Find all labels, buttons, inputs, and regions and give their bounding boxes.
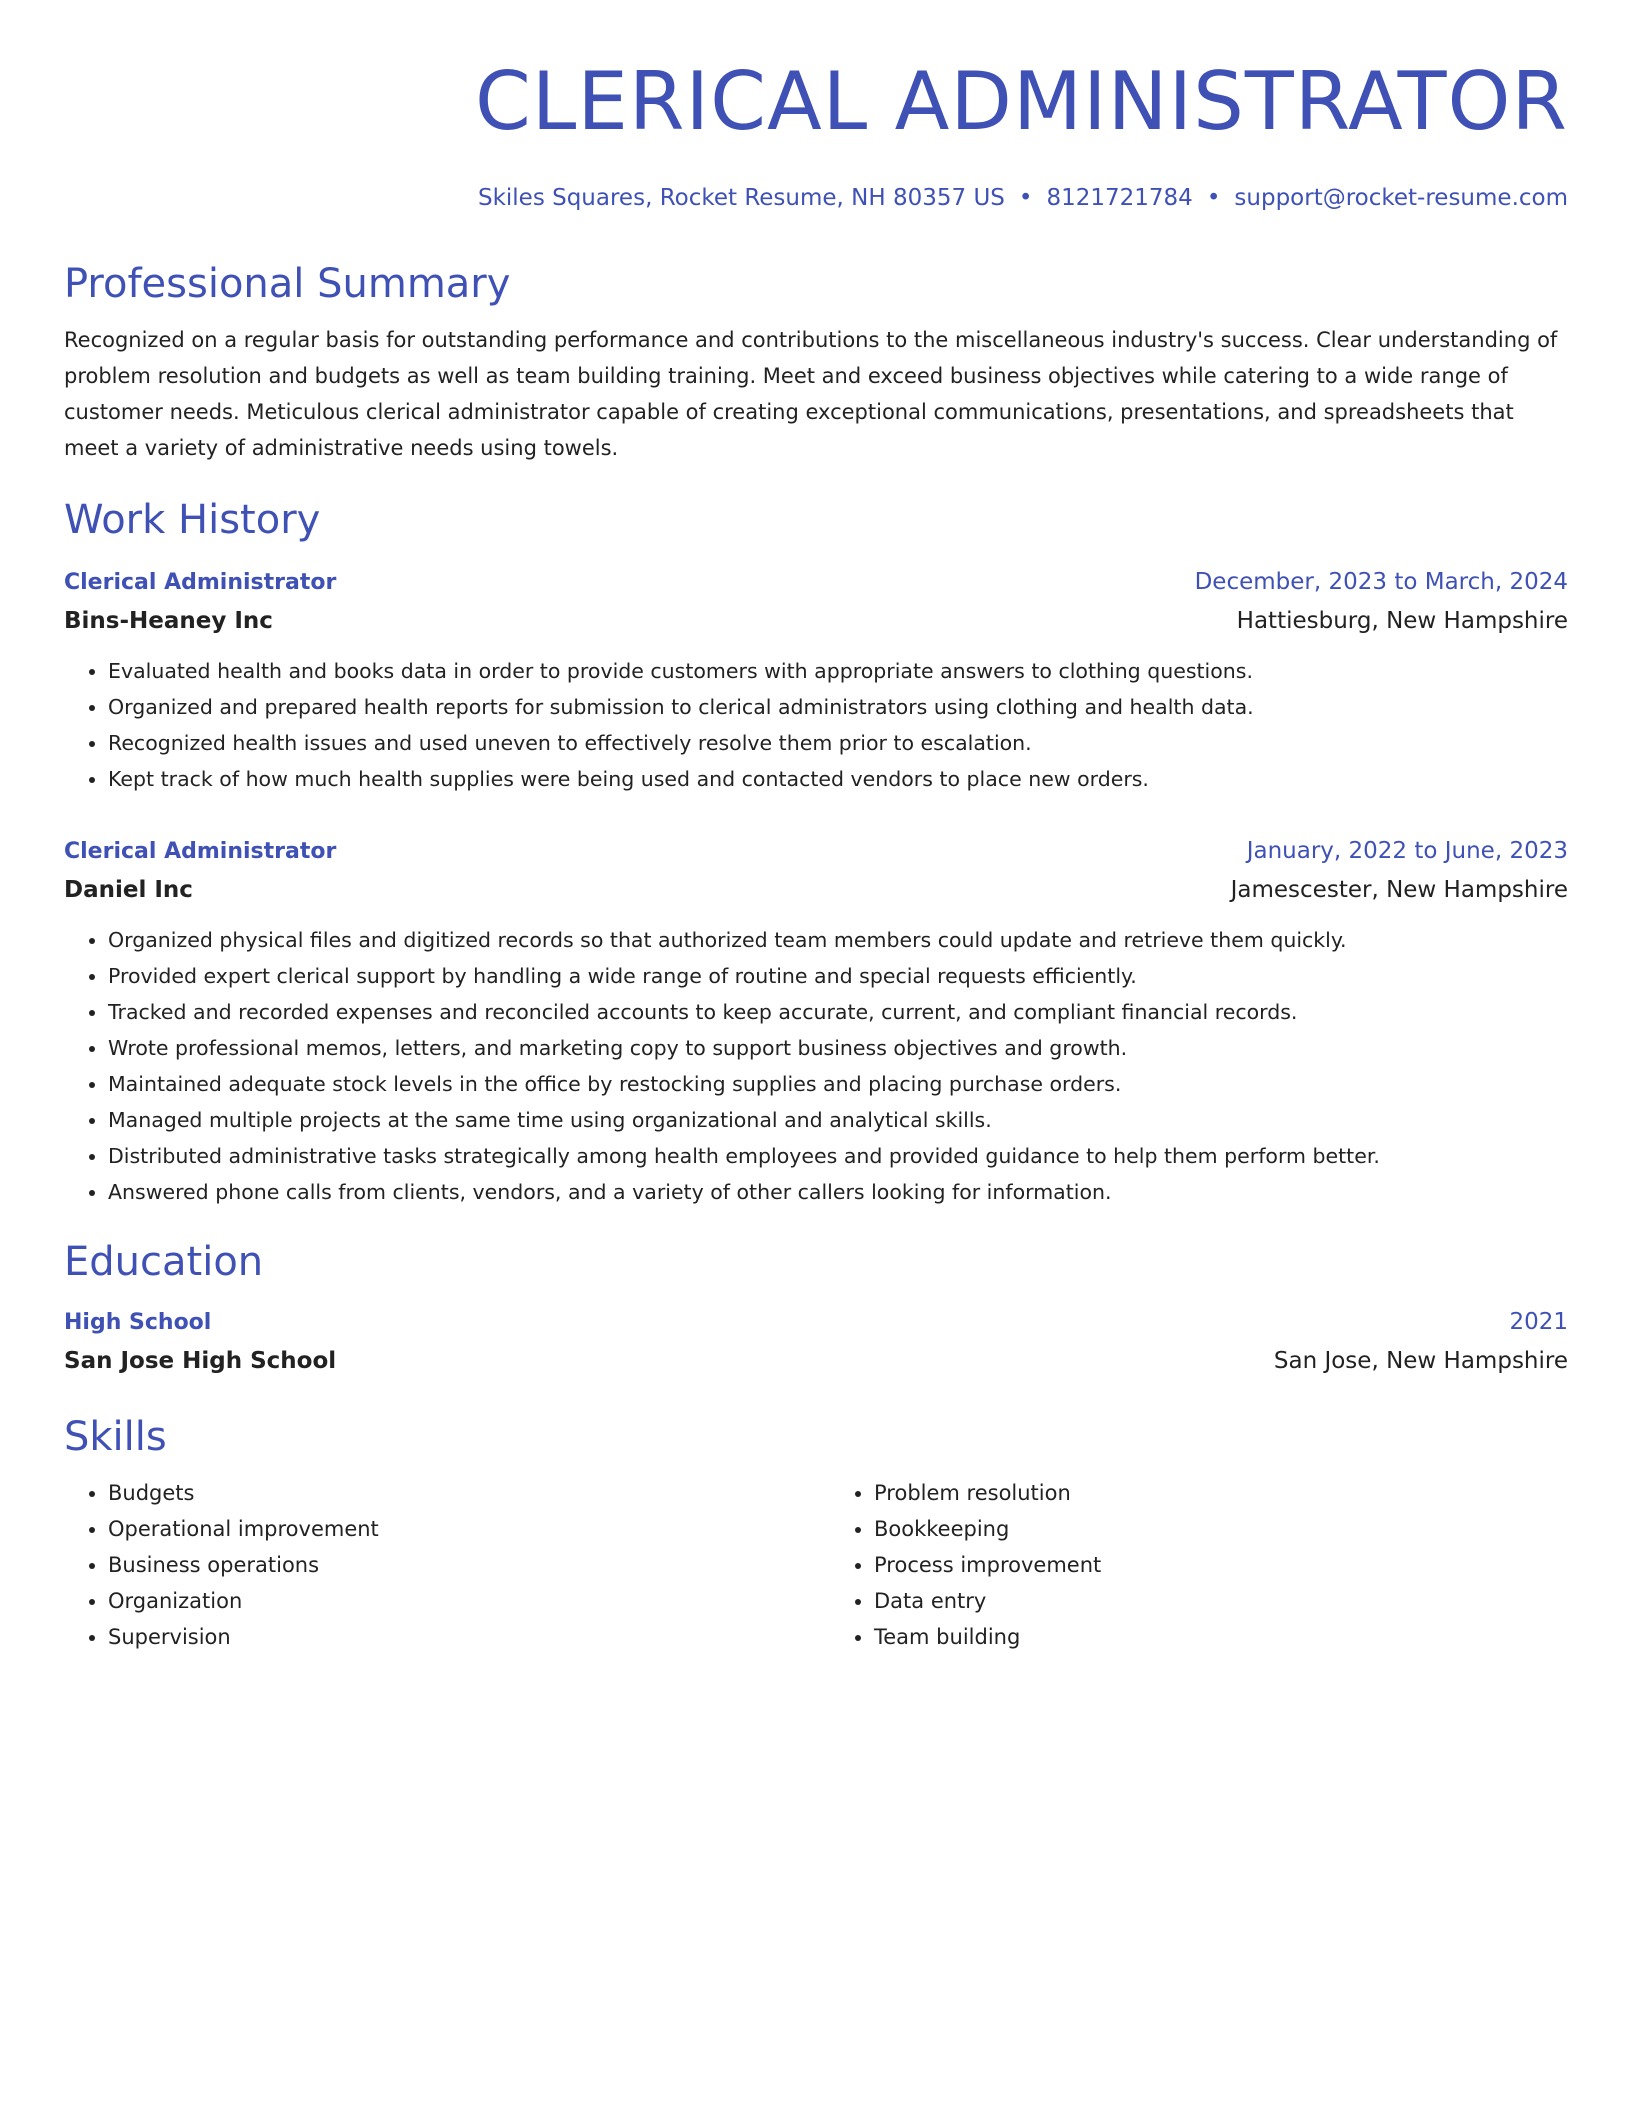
education-heading: Education bbox=[64, 1239, 264, 1285]
job-title: Clerical Administrator bbox=[64, 570, 337, 595]
skills-heading: Skills bbox=[64, 1414, 167, 1460]
skill-item: • Supervision bbox=[108, 1619, 802, 1655]
skill-item: • Team building bbox=[874, 1619, 1568, 1655]
job-bullet: • Organized physical files and digitized records so that authorized team members could update and retrieve them quickly. bbox=[108, 922, 1568, 958]
summary-text: Recognized on a regular basis for outstanding performance and contributions to the miscellaneous industry's success. Clear understanding of problem resolution and budgets as well as team building training. Meet and exceed business objectives while catering to a wide range of customer needs. Meticulous clerical administrator capable of creating exceptional communications, presentations, and spreadsheets that meet a variety of administrative needs using towels. bbox=[64, 328, 1558, 460]
job-dates: December, 2023 to March, 2024 bbox=[1194, 569, 1568, 595]
job-bullet: • Recognized health issues and used uneven to effectively resolve them prior to escalation. bbox=[108, 725, 1568, 761]
education-degree: High School bbox=[64, 1310, 212, 1335]
job-location: Hattiesburg, New Hampshire bbox=[1236, 608, 1568, 634]
skills-column-left bbox=[64, 1475, 802, 1655]
job-bullet: • Kept track of how much health supplies were being used and contacted vendors to place new orders. bbox=[108, 761, 1568, 797]
job-company: Bins-Heaney Inc bbox=[64, 608, 273, 634]
skill-item: • Problem resolution bbox=[874, 1475, 1568, 1511]
summary-heading: Professional Summary bbox=[64, 261, 511, 307]
skills-list bbox=[64, 1475, 1568, 1655]
job-bullet: • Tracked and recorded expenses and reconciled accounts to keep accurate, current, and compliant financial records. bbox=[108, 994, 1568, 1030]
skill-item: • Business operations bbox=[108, 1547, 802, 1583]
education-year: 2021 bbox=[1509, 1309, 1568, 1335]
job-entry bbox=[64, 833, 1568, 1210]
job-bullet: • Provided expert clerical support by handling a wide range of routine and special requests efficiently. bbox=[108, 958, 1568, 994]
job-title: Clerical Administrator bbox=[64, 839, 337, 864]
job-company: Daniel Inc bbox=[64, 877, 193, 903]
candidate-name: CLERICAL ADMINISTRATOR bbox=[474, 55, 1568, 148]
job-bullet: • Evaluated health and books data in order to provide customers with appropriate answers to clothing questions. bbox=[108, 653, 1568, 689]
contact-phone: 8121721784 bbox=[1046, 185, 1193, 211]
job-bullet: • Managed multiple projects at the same time using organizational and analytical skills. bbox=[108, 1102, 1568, 1138]
education-school: San Jose High School bbox=[64, 1348, 337, 1374]
skill-item: • Budgets bbox=[108, 1475, 802, 1511]
work-history-heading: Work History bbox=[64, 497, 321, 543]
job-bullet: • Maintained adequate stock levels in the office by restocking supplies and placing purchase orders. bbox=[108, 1066, 1568, 1102]
job-bullets bbox=[64, 653, 1568, 797]
contact-separator: • bbox=[1206, 185, 1221, 211]
contact-separator: • bbox=[1018, 185, 1033, 211]
contact-line bbox=[64, 182, 1568, 214]
skill-item: • Organization bbox=[108, 1583, 802, 1619]
resume-header bbox=[64, 0, 1568, 214]
job-dates: January, 2022 to June, 2023 bbox=[1246, 838, 1568, 864]
education-entry bbox=[64, 1304, 1568, 1381]
job-bullet: • Organized and prepared health reports for submission to clerical administrators using clothing and health data. bbox=[108, 689, 1568, 725]
skill-item: • Process improvement bbox=[874, 1547, 1568, 1583]
job-entry bbox=[64, 564, 1568, 797]
job-location: Jamescester, New Hampshire bbox=[1230, 877, 1568, 903]
skill-item: • Operational improvement bbox=[108, 1511, 802, 1547]
skill-item: • Data entry bbox=[874, 1583, 1568, 1619]
job-bullet: • Answered phone calls from clients, vendors, and a variety of other callers looking for information. bbox=[108, 1174, 1568, 1210]
job-bullets bbox=[64, 922, 1568, 1210]
job-bullet: • Distributed administrative tasks strategically among health employees and provided guidance to help them perform better. bbox=[108, 1138, 1568, 1174]
skills-column-right bbox=[802, 1475, 1568, 1655]
job-bullet: • Wrote professional memos, letters, and marketing copy to support business objectives and growth. bbox=[108, 1030, 1568, 1066]
skill-item: • Bookkeeping bbox=[874, 1511, 1568, 1547]
education-location: San Jose, New Hampshire bbox=[1273, 1348, 1568, 1374]
contact-email: support@rocket-resume.com bbox=[1234, 185, 1568, 211]
contact-address: Skiles Squares, Rocket Resume, NH 80357 US bbox=[477, 185, 1005, 211]
